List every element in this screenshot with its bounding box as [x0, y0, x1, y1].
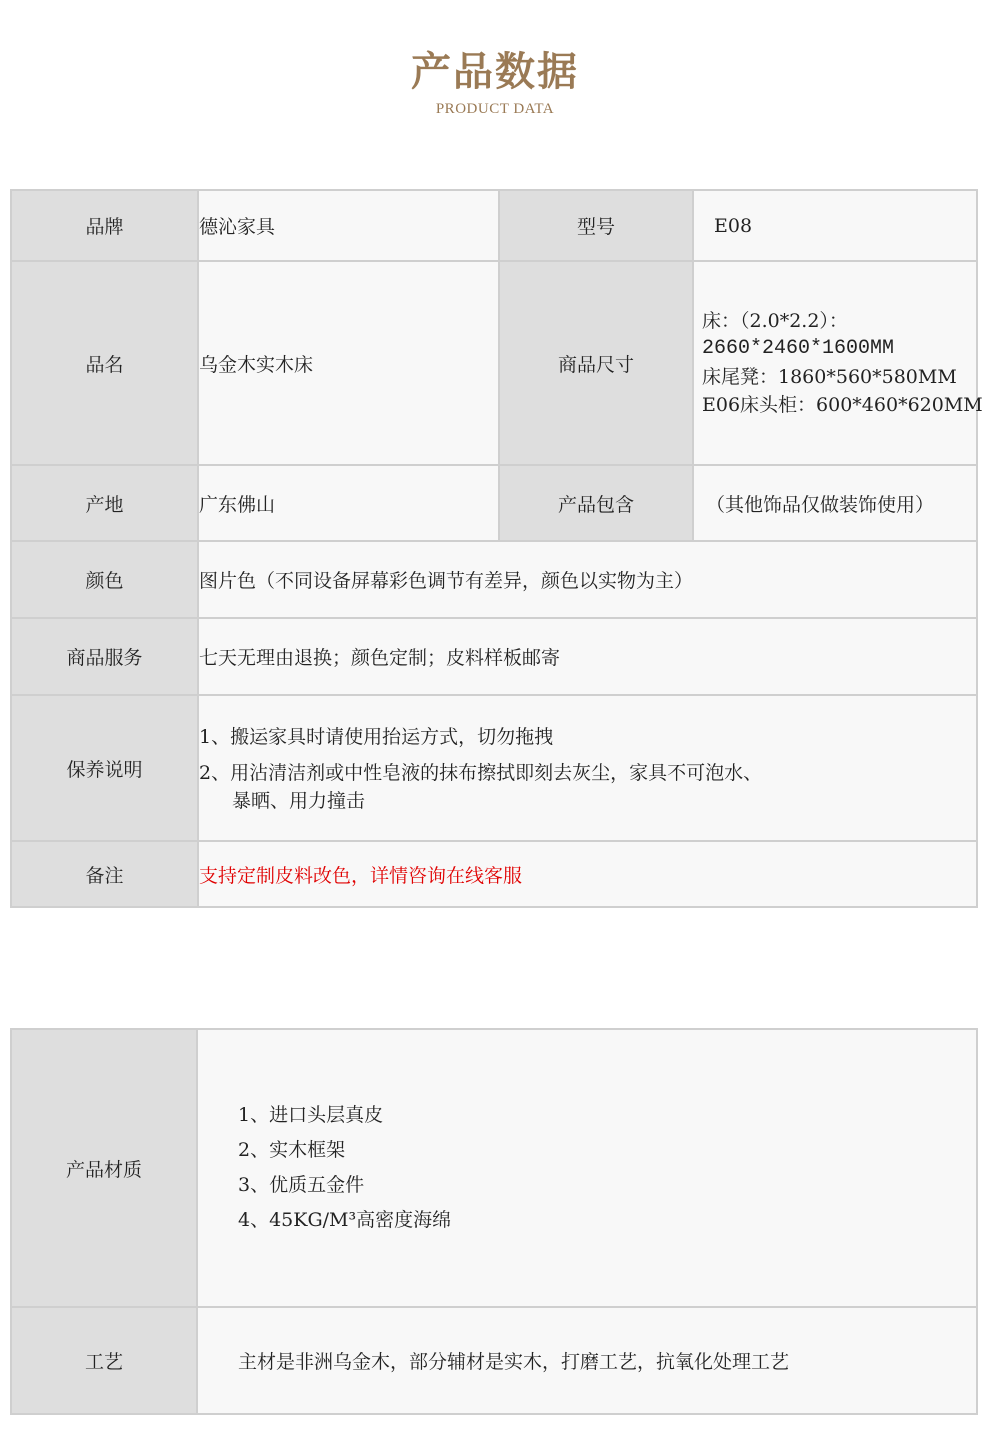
- material-table: [10, 1028, 978, 1415]
- page-subtitle: PRODUCT DATA: [435, 101, 555, 117]
- care-line: 2、用沾清洁剂或中性皂液的抹布擦拭即刻去灰尘，家具不可泡水、: [199, 762, 763, 784]
- table-row: [11, 1307, 977, 1414]
- page-header: [0, 40, 990, 118]
- care-line: 1、搬运家具时请使用抬运方式，切勿拖拽: [199, 726, 554, 748]
- origin-label: 产地: [11, 465, 198, 541]
- size-value: [693, 261, 983, 465]
- service-value: 七天无理由退换；颜色定制；皮料样板邮寄: [198, 618, 977, 695]
- care-line: 暴晒、用力撞击: [232, 790, 366, 812]
- table-row: [11, 841, 977, 907]
- care-label: 保养说明: [11, 695, 198, 841]
- table-row: [11, 541, 977, 618]
- size-line: E06床头柜：600*460*620MM: [702, 394, 983, 416]
- craft-value: 主材是非洲乌金木，部分辅材是实木，打磨工艺，抗氧化处理工艺: [197, 1307, 977, 1414]
- includes-value: （其他饰品仅做装饰使用）: [693, 465, 977, 541]
- name-value: 乌金木实木床: [198, 261, 499, 465]
- table-row: [11, 465, 977, 541]
- material-line: 1、进口头层真皮: [238, 1104, 384, 1126]
- material-line: 2、实木框架: [238, 1139, 346, 1161]
- care-value: [198, 695, 977, 841]
- material-label: 产品材质: [11, 1029, 197, 1307]
- craft-label: 工艺: [11, 1307, 197, 1414]
- model-label: 型号: [499, 190, 693, 261]
- model-value: E08: [693, 190, 977, 261]
- table-row: [11, 695, 977, 841]
- remark-value: 支持定制皮料改色，详情咨询在线客服: [198, 841, 977, 907]
- color-label: 颜色: [11, 541, 198, 618]
- spec-table: [10, 189, 983, 908]
- brand-value: 德沁家具: [198, 190, 499, 261]
- material-value: [197, 1029, 977, 1307]
- table-row: [11, 190, 977, 261]
- table-row: [11, 1029, 977, 1307]
- includes-label: 产品包含: [499, 465, 693, 541]
- page-title: 产品数据: [411, 48, 579, 95]
- remark-label: 备注: [11, 841, 198, 907]
- table-row: [11, 261, 977, 465]
- size-line: 床：（2.0*2.2）：: [702, 310, 848, 332]
- material-line: 3、优质五金件: [238, 1174, 365, 1196]
- size-line: 2660*2460*1600MM: [702, 337, 895, 360]
- table-row: [11, 618, 977, 695]
- service-label: 商品服务: [11, 618, 198, 695]
- size-line: 床尾凳：1860*560*580MM: [702, 366, 957, 388]
- size-label: 商品尺寸: [499, 261, 693, 465]
- name-label: 品名: [11, 261, 198, 465]
- material-line: 4、45KG/M³高密度海绵: [238, 1209, 452, 1231]
- color-value: 图片色（不同设备屏幕彩色调节有差异，颜色以实物为主）: [198, 541, 977, 618]
- origin-value: 广东佛山: [198, 465, 499, 541]
- brand-label: 品牌: [11, 190, 198, 261]
